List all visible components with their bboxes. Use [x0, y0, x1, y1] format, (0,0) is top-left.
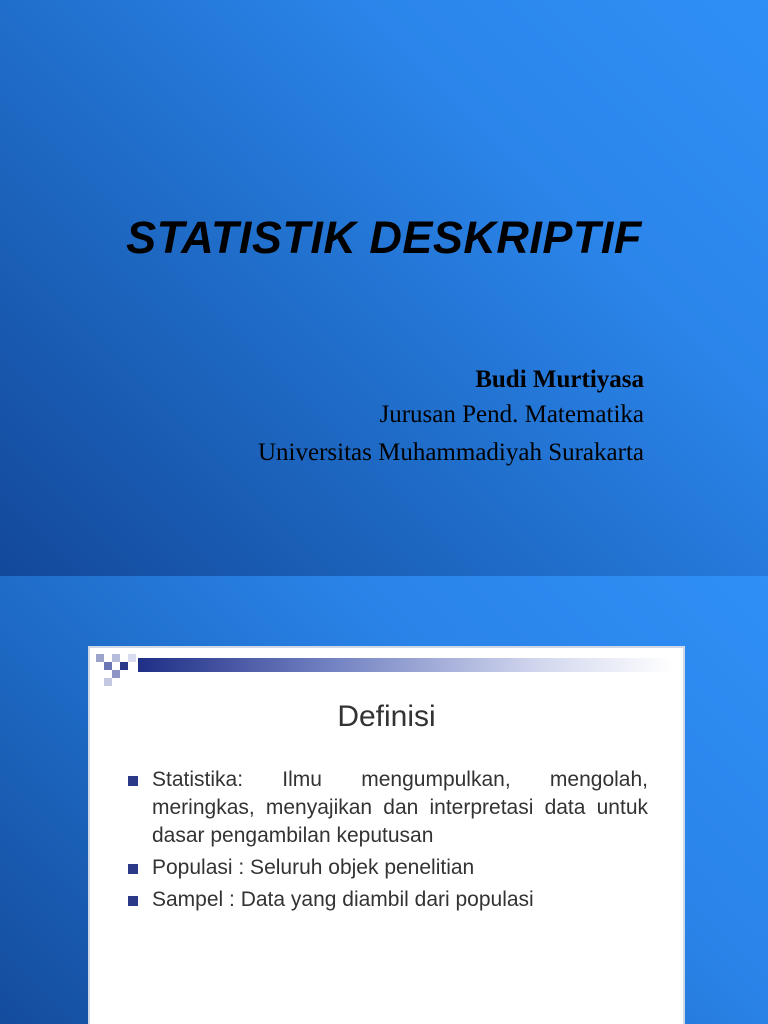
author-name: Budi Murtiyasa: [475, 366, 644, 393]
definition-slide: [0, 576, 768, 1024]
list-item: [128, 766, 648, 850]
slide-title: STATISTIK DESKRIPTIF: [126, 212, 642, 263]
pixel-ornament-icon: [104, 678, 112, 686]
list-item-text: Sampel : Data yang diambil dari populasi: [152, 888, 534, 911]
pixel-ornament-icon: [104, 662, 112, 670]
pixel-ornament-icon: [120, 662, 128, 670]
definition-title: Definisi: [337, 700, 436, 733]
list-item-text: Statistika: Ilmu mengumpulkan, mengolah, meringkas, menyajikan dan interpretasi data untuk dasar pengambilan keputusan: [152, 768, 648, 847]
square-bullet-icon: [128, 896, 138, 906]
list-item: [128, 886, 648, 914]
slide-content-frame: [88, 646, 685, 1024]
pixel-ornament-icon: [96, 654, 104, 662]
pixel-ornament-icon: [128, 654, 136, 662]
pixel-ornament-icon: [112, 670, 120, 678]
definition-list: [128, 766, 648, 918]
author-department: Jurusan Pend. Matematika: [379, 401, 644, 428]
list-item-text: Populasi : Seluruh objek penelitian: [152, 856, 475, 879]
author-block: [258, 364, 644, 472]
author-university: Universitas Muhammadiyah Surakarta: [257, 439, 644, 466]
square-bullet-icon: [128, 864, 138, 874]
pixel-ornament-icon: [112, 654, 120, 662]
list-item: [128, 854, 648, 882]
square-bullet-icon: [128, 776, 138, 786]
header-gradient-bar: [138, 658, 673, 672]
